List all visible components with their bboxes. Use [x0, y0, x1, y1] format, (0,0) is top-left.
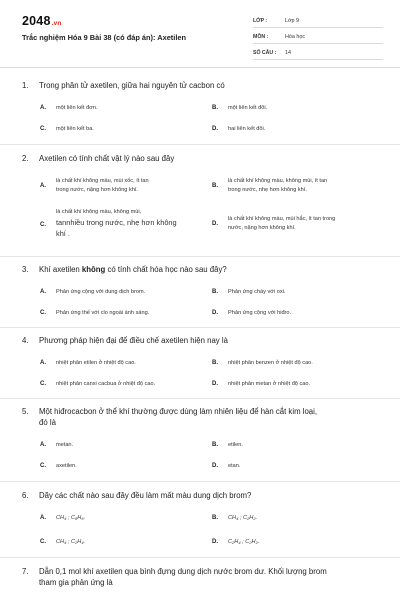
- logo-suffix: .vn: [51, 20, 62, 27]
- question-divider: [0, 327, 400, 328]
- meta-value: Lớp 9: [285, 17, 300, 24]
- question-3-text: 3. Khí axetilen không có tính chất hóa học nào sau đây?: [22, 265, 227, 274]
- meta-value: 14: [285, 49, 291, 56]
- question-6-text: 6. Dãy các chất nào sau đây đều làm mất màu dung dịch brom?: [22, 491, 252, 500]
- question-divider: [0, 398, 400, 399]
- site-logo[interactable]: [22, 14, 62, 28]
- question-divider: [0, 144, 400, 145]
- meta-label: MÔN :: [253, 33, 269, 40]
- meta-label: SỐ CÂU :: [253, 49, 277, 56]
- logo-main: 2048: [22, 14, 51, 28]
- question-4-text: 4. Phương pháp hiện đại để điều chế axetilen hiện nay là: [22, 336, 228, 345]
- question-1-text: 1. Trong phân tử axetilen, giữa hai nguyên tử cacbon có: [22, 81, 225, 90]
- question-2-option-c[interactable]: C. là chất khí không màu, không mùi, tannhiều trong nước, nhẹ hơn không khí .: [40, 209, 177, 238]
- question-2-option-d[interactable]: D. là chất khí không màu, mùi hắc, ít tan trong nước, nặng hơn không khí.: [212, 216, 336, 231]
- meta-row-class: [253, 14, 383, 28]
- question-2-option-b[interactable]: B. là chất khí không màu, không mùi, ít tan trong nước, nhẹ hơn không khí.: [212, 178, 328, 193]
- header-divider: [0, 67, 400, 68]
- question-2-option-a[interactable]: A. là chất khí không màu, mùi xốc, ít tan trong nước, nặng hơn không khí.: [40, 178, 149, 193]
- question-divider: [0, 256, 400, 257]
- question-7-text: 7. Dẫn 0,1 mol khí axetilen qua bình đựng dung dịch nước brom dư. Khối lượng brom tham gia phản ứng là: [22, 567, 327, 587]
- meta-value: Hóa học: [285, 33, 306, 40]
- question-5-text: 5. Một hiđrocacbon ở thể khí thường được dùng làm nhiên liệu để hàn cắt kim loại, đó là: [22, 407, 318, 427]
- question-divider: [0, 481, 400, 482]
- meta-label: LỚP :: [253, 17, 268, 24]
- meta-row-count: [253, 46, 383, 60]
- question-2-text: 2. Axetilen có tính chất vật lý nào sau đây: [22, 154, 175, 163]
- page-header: [0, 0, 400, 66]
- question-divider: [0, 557, 400, 558]
- quiz-meta: [253, 14, 383, 62]
- page-title: Trắc nghiệm Hóa 9 Bài 38 (có đáp án): Axetilen: [22, 33, 187, 42]
- meta-row-subject: [253, 30, 383, 44]
- emphasis-not: không: [81, 265, 106, 274]
